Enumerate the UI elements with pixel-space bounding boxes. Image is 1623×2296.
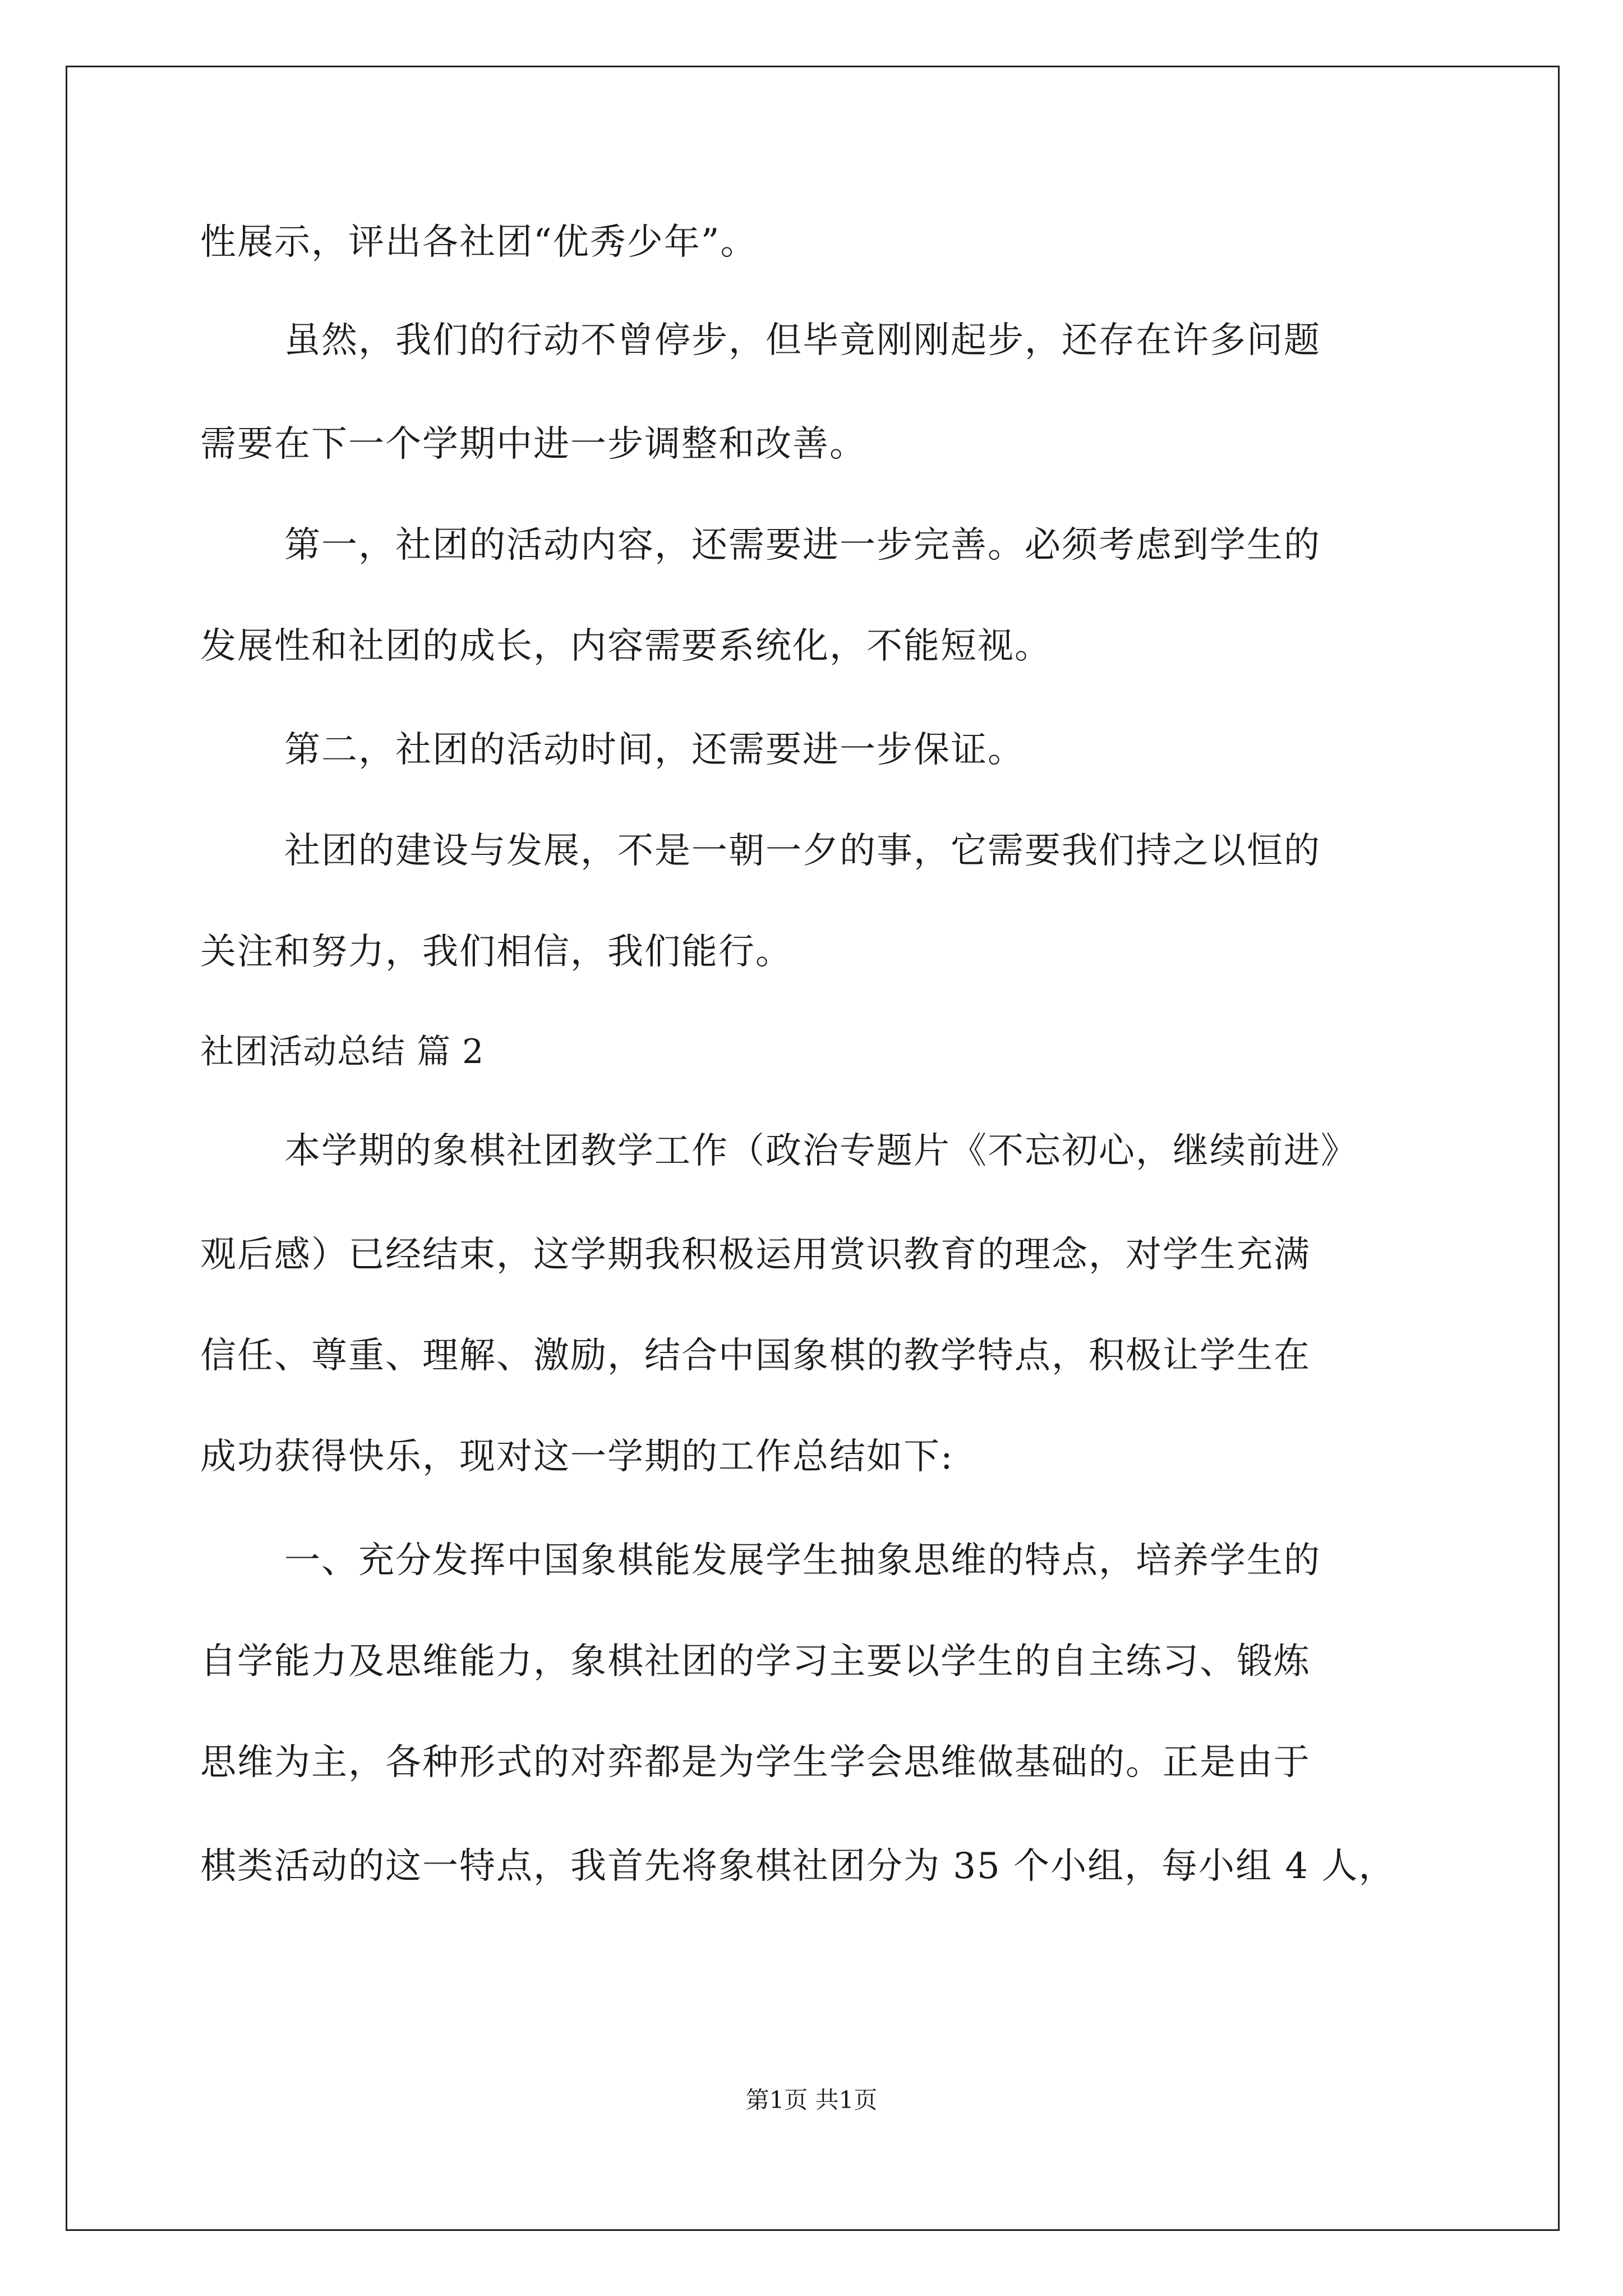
text-line: 观后感）已经结束，这学期我积极运用赏识教育的理念，对学生充满 — [200, 1234, 1311, 1276]
text-line: 社团的建设与发展，不是一朝一夕的事，它需要我们持之以恒的 — [284, 830, 1321, 872]
text-line: 棋类活动的这一特点，我首先将象棋社团分为 35 个小组，每小组 4 人， — [200, 1846, 1396, 1887]
page-footer: 第1页 共1页 — [745, 2086, 878, 2114]
text-line: 第二，社团的活动时间，还需要进一步保证。 — [284, 729, 1025, 771]
text-line: 性展示，评出各社团“优秀少年”。 — [200, 222, 758, 263]
text-line: 需要在下一个学期中进一步调整和改善。 — [200, 424, 866, 465]
section-heading: 社团活动总结 篇 2 — [200, 1032, 485, 1071]
text-line: 信任、尊重、理解、激励，结合中国象棋的教学特点，积极让学生在 — [200, 1335, 1311, 1377]
text-line: 第一，社团的活动内容，还需要进一步完善。必须考虑到学生的 — [284, 524, 1321, 566]
text-line: 成功获得快乐，现对这一学期的工作总结如下: — [200, 1436, 954, 1478]
text-line: 思维为主，各种形式的对弈都是为学生学会思维做基础的。正是由于 — [200, 1742, 1311, 1783]
text-line: 一、充分发挥中国象棋能发展学生抽象思维的特点，培养学生的 — [284, 1540, 1321, 1581]
text-line: 关注和努力，我们相信，我们能行。 — [200, 931, 792, 973]
text-line: 本学期的象棋社团教学工作（政治专题片《不忘初心，继续前进》 — [284, 1130, 1358, 1172]
text-line: 虽然，我们的行动不曾停步，但毕竟刚刚起步，还存在许多问题 — [284, 320, 1321, 361]
text-line: 自学能力及思维能力，象棋社团的学习主要以学生的自主练习、锻炼 — [200, 1641, 1311, 1682]
text-line: 发展性和社团的成长，内容需要系统化，不能短视。 — [200, 625, 1052, 667]
